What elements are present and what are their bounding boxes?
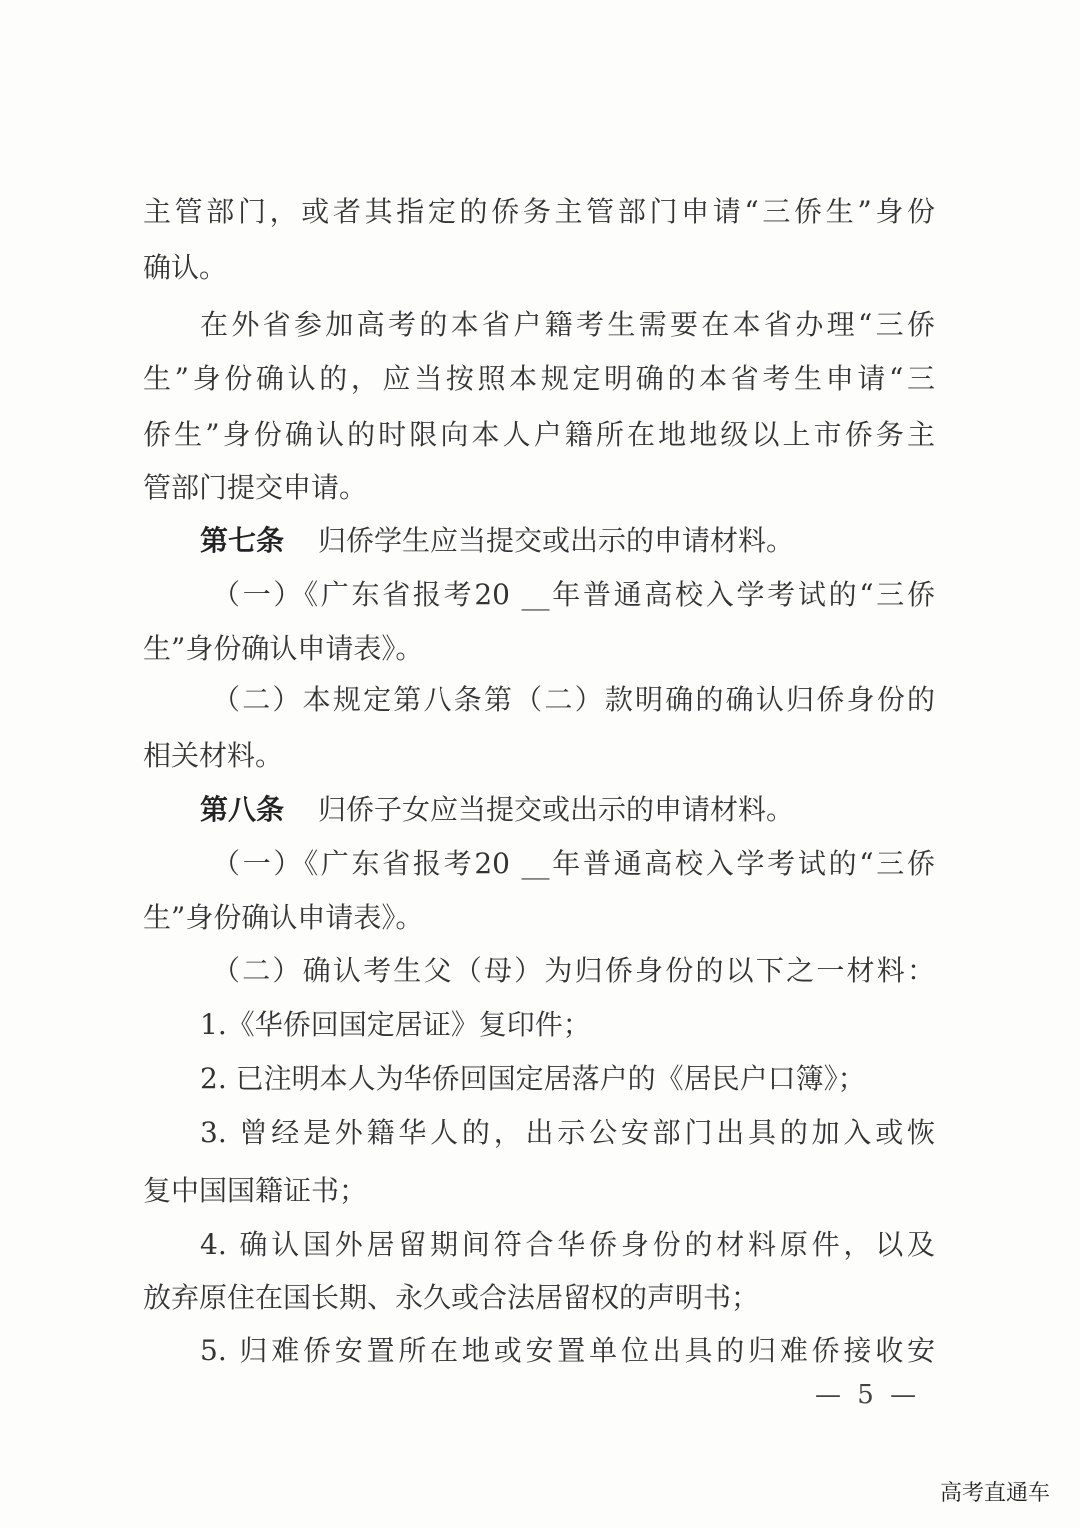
text-line: 1.《华侨回国定居证》复印件；: [200, 1008, 591, 1041]
text-line: 相关材料。: [143, 739, 284, 772]
text-line: （二）确认考生父（母）为归侨身份的以下之一材料：: [212, 954, 935, 987]
text-line: （二）本规定第八条第（二）款明确的确认归侨身份的: [212, 683, 935, 716]
text-line: 5. 归难侨安置所在地或安置单位出具的归难侨接收安: [200, 1334, 935, 1367]
article-8-line: [200, 790, 935, 830]
text-line: 归侨子女应当提交或出示的申请材料。: [318, 793, 795, 826]
text-line: 主管部门，或者其指定的侨务主管部门申请“三侨生”身份: [143, 195, 935, 228]
text-line: 生”身份确认的，应当按照本规定明确的本省考生申请“三: [143, 362, 935, 395]
text-line: 管部门提交申请。: [143, 471, 368, 504]
watermark: 高考直通车: [940, 1481, 1051, 1506]
text-line: 放弃原住在国长期、永久或合法居留权的声明书；: [143, 1281, 760, 1314]
text-line: 归侨学生应当提交或出示的申请材料。: [318, 524, 795, 557]
text-line: （一）《广东省报考20 __年普通高校入学考试的“三侨: [212, 847, 935, 880]
text-line: 生”身份确认申请表》。: [143, 632, 424, 665]
text-line: （一）《广东省报考20 __年普通高校入学考试的“三侨: [212, 578, 935, 611]
text-line: 4. 确认国外居留期间符合华侨身份的材料原件，以及: [200, 1228, 935, 1261]
article-7-heading: 第七条: [200, 524, 285, 557]
text-line: 侨生”身份确认的时限向本人户籍所在地地级以上市侨务主: [143, 418, 935, 451]
text-line: 生”身份确认申请表》。: [143, 901, 424, 934]
text-line: 2. 已注明本人为华侨回国定居落户的《居民户口簿》；: [200, 1062, 866, 1095]
text-line: 3. 曾经是外籍华人的，出示公安部门出具的加入或恢: [200, 1116, 935, 1149]
page-number: — 5 —: [815, 1380, 921, 1410]
article-8-heading: 第八条: [200, 793, 285, 826]
text-line: 确认。: [143, 251, 228, 284]
text-line: 在外省参加高考的本省户籍考生需要在本省办理“三侨: [200, 308, 935, 341]
text-line: 复中国国籍证书；: [143, 1174, 368, 1207]
article-7-line: [200, 521, 935, 561]
